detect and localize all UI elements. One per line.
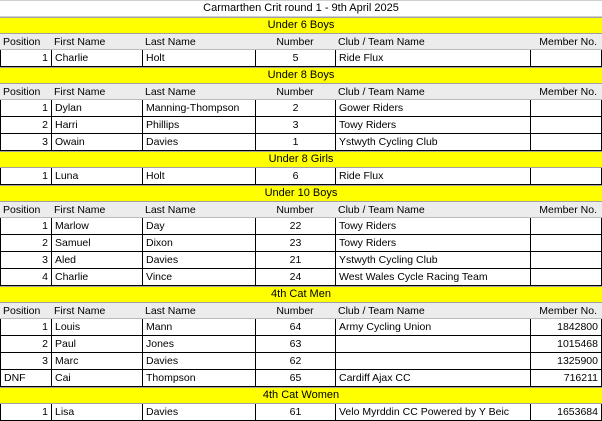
sheet-title: Carmarthen Crit round 1 - 9th April 2025 [203,2,399,14]
cell-first: Paul [52,336,143,352]
header-club: Club / Team Name [338,204,425,216]
table-row [0,50,602,67]
cell-number: 61 [256,404,336,420]
section-heading [0,185,602,202]
header-position: Position [3,86,41,98]
cell-position: 1 [1,168,52,184]
cell-last: Davies [143,404,256,420]
cell-member [531,117,601,133]
cell-number: 2 [256,100,336,116]
cell-last: Holt [143,168,256,184]
cell-last: Davies [143,353,256,369]
cell-club: Gower Riders [336,100,531,116]
cell-last: Manning-Thompson [143,100,256,116]
cell-first: Dylan [52,100,143,116]
header-last: Last Name [145,86,196,98]
cell-position: 3 [1,252,52,268]
section-heading [0,286,602,303]
cell-position: 1 [1,319,52,335]
table-row [0,235,602,252]
cell-position: DNF [1,370,52,386]
table-row [0,218,602,235]
cell-number: 1 [256,134,336,150]
cell-last: Davies [143,252,256,268]
cell-club: Ystwyth Cycling Club [336,134,531,150]
cell-club: Cardiff Ajax CC [336,370,531,386]
cell-last: Holt [143,50,256,66]
cell-last: Phillips [143,117,256,133]
cell-member: 1325900 [557,355,598,367]
cell-club: Towy Riders [336,117,531,133]
cell-first: Aled [52,252,143,268]
cell-last: Jones [143,336,256,352]
table-row [0,404,602,421]
column-header-row [0,303,602,319]
cell-club: West Wales Cycle Racing Team [336,269,531,285]
cell-position: 3 [1,134,52,150]
header-number: Number [276,36,314,48]
cell-number: 65 [256,370,336,386]
cell-first: Cai [52,370,143,386]
cell-last: Day [143,218,256,234]
header-member: Member No. [539,305,597,317]
cell-first: Lisa [52,404,143,420]
cell-number: 22 [256,218,336,234]
table-row [0,117,602,134]
cell-club: Army Cycling Union [336,319,531,335]
cell-club: Ride Flux [336,50,531,66]
section-heading [0,67,602,84]
header-first: First Name [54,86,106,98]
header-number: Number [276,305,314,317]
cell-number: 5 [256,50,336,66]
table-row [0,252,602,269]
cell-position: 1 [1,50,52,66]
cell-last: Thompson [143,370,256,386]
header-last: Last Name [145,204,196,216]
header-position: Position [3,36,41,48]
cell-member: 1015468 [557,338,598,350]
cell-number: 3 [256,117,336,133]
header-club: Club / Team Name [338,305,425,317]
header-club: Club / Team Name [338,86,425,98]
header-position: Position [3,204,41,216]
column-header-row [0,84,602,100]
table-row [0,353,602,370]
cell-member [531,252,601,268]
header-club: Club / Team Name [338,36,425,48]
cell-member [531,218,601,234]
cell-club: Ride Flux [336,168,531,184]
section-title: Under 8 Boys [267,69,335,81]
header-number: Number [276,204,314,216]
cell-position: 2 [1,235,52,251]
cell-position: 2 [1,117,52,133]
cell-member [531,100,601,116]
section-title: Under 8 Girls [268,153,334,165]
cell-first: Marc [52,353,143,369]
column-header-row [0,34,602,50]
cell-last: Vince [143,269,256,285]
header-last: Last Name [145,305,196,317]
header-member: Member No. [539,36,597,48]
cell-member: 716211 [563,372,598,384]
section-heading [0,387,602,404]
header-number: Number [276,86,314,98]
cell-first: Charlie [52,269,143,285]
cell-number: 23 [256,235,336,251]
cell-position: 3 [1,353,52,369]
header-first: First Name [54,204,106,216]
cell-member [531,50,601,66]
section-title: 4th Cat Women [262,389,340,401]
header-first: First Name [54,36,106,48]
cell-position: 1 [1,100,52,116]
cell-first: Owain [52,134,143,150]
cell-number: 62 [256,353,336,369]
cell-club: Towy Riders [336,218,531,234]
column-header-row [0,202,602,218]
table-row [0,370,602,387]
cell-first: Harri [52,117,143,133]
section-title: 4th Cat Men [271,288,331,300]
cell-position: 1 [1,218,52,234]
cell-member [531,269,601,285]
header-member: Member No. [539,86,597,98]
cell-first: Charlie [52,50,143,66]
sections-container [0,17,602,421]
cell-last: Mann [143,319,256,335]
cell-first: Samuel [52,235,143,251]
cell-member [531,134,601,150]
cell-club: Towy Riders [336,235,531,251]
cell-last: Dixon [143,235,256,251]
section-heading [0,151,602,168]
section-title: Under 10 Boys [264,187,338,199]
cell-club: Velo Myrddin CC Powered by Y Beic [336,404,531,420]
cell-number: 63 [256,336,336,352]
cell-position: 4 [1,269,52,285]
cell-last: Davies [143,134,256,150]
table-row [0,319,602,336]
cell-position: 2 [1,336,52,352]
cell-member: 1842800 [557,321,598,333]
cell-number: 64 [256,319,336,335]
cell-position: 1 [1,404,52,420]
table-row [0,168,602,185]
cell-club [336,353,531,369]
cell-first: Luna [52,168,143,184]
table-row [0,336,602,353]
header-first: First Name [54,305,106,317]
cell-number: 6 [256,168,336,184]
cell-first: Marlow [52,218,143,234]
header-member: Member No. [539,204,597,216]
table-row [0,100,602,117]
cell-club: Ystwyth Cycling Club [336,252,531,268]
table-row [0,134,602,151]
cell-first: Louis [52,319,143,335]
cell-club [336,336,531,352]
table-row [0,269,602,286]
cell-member [531,168,601,184]
title-row [0,0,602,17]
section-heading [0,17,602,34]
cell-member [531,235,601,251]
header-last: Last Name [145,36,196,48]
section-title: Under 6 Boys [267,19,335,31]
cell-member: 1653684 [557,406,598,418]
cell-number: 24 [256,269,336,285]
header-position: Position [3,305,41,317]
cell-number: 21 [256,252,336,268]
